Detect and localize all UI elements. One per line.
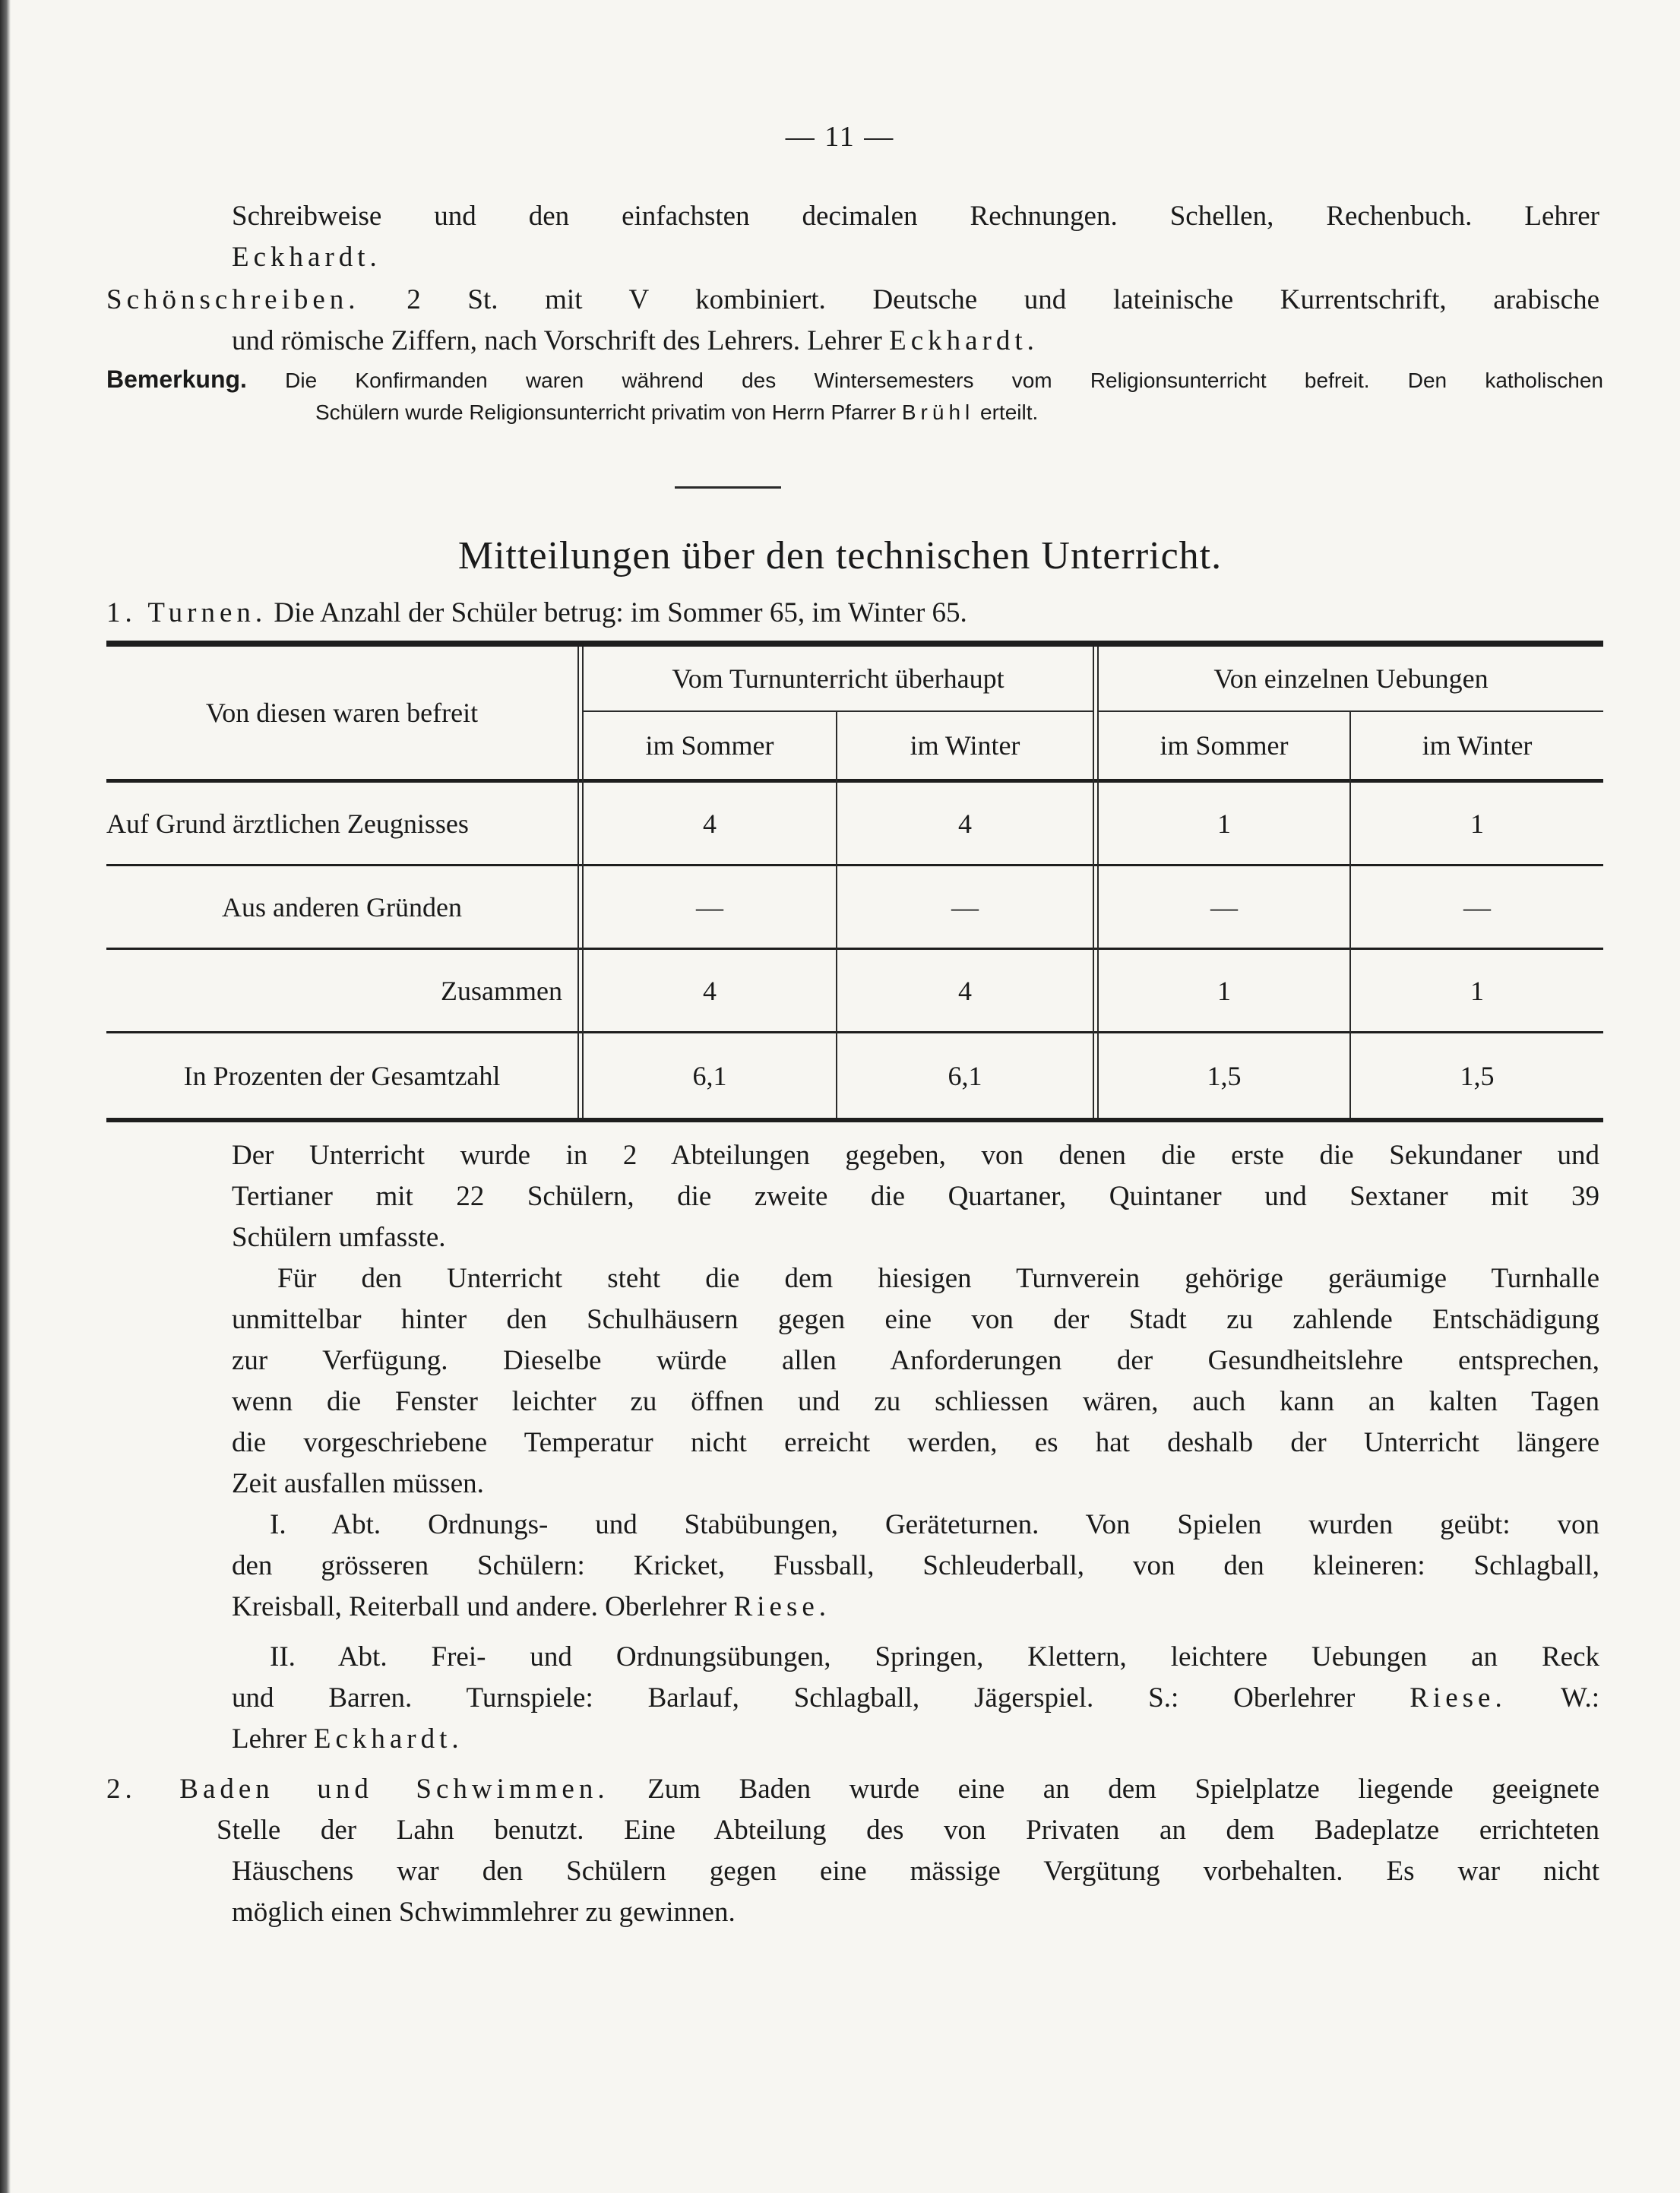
schoenschreiben-text-1: 2 St. mit V kombiniert. Deutsche und lateinische Kurrentschrift, arabische (407, 284, 1599, 315)
text-line: möglich einen Schwimmlehrer zu gewinnen. (232, 1897, 736, 1928)
para4-text: und Barren. Turnspiele: Barlauf, Schlagball, Jägerspiel. S.: Oberlehrer (232, 1682, 1356, 1714)
turnen-heading (106, 593, 1474, 634)
text-line (232, 1587, 1599, 1628)
baden-label: 2. Baden und Schwimmen. (106, 1774, 609, 1805)
group-header-turnunterricht: Vom Turnunterricht überhaupt (672, 663, 1005, 694)
text-line: Häuschens war den Schülern gegen eine mässige Vergütung vorbehalten. Es war nicht (232, 1856, 1599, 1887)
table-cell: — (1463, 891, 1491, 922)
intro-line-1: Schreibweise und den einfachsten decimalen Rechnungen. Schellen, Rechenbuch. Lehrer (232, 201, 1599, 232)
text-line: Tertianer mit 22 Schülern, die zweite die Quartaner, Quintaner und Sextaner mit 39 (232, 1181, 1599, 1212)
table-cell: — (951, 891, 979, 922)
group-header-uebungen: Von einzelnen Uebungen (1213, 663, 1489, 694)
para4-teacher-1: Riese. (1409, 1682, 1507, 1714)
paragraph-turnhalle (232, 1258, 1599, 1505)
remark-line-2 (106, 397, 1603, 429)
remark-line-1 (106, 363, 1603, 397)
schoenschreiben-text-2: und römische Ziffern, nach Vorschrift des Lehrers. Lehrer (232, 325, 882, 356)
table-cell: 4 (958, 808, 972, 839)
table-cell: 6,1 (948, 1060, 982, 1091)
text-line: Schülern umfasste. (232, 1222, 446, 1253)
remark-label: Bemerkung. (106, 366, 247, 393)
table-bottom-rule (106, 1118, 1603, 1122)
table-cell: 4 (958, 975, 972, 1006)
table-cell: 1,5 (1460, 1060, 1495, 1091)
row-label-andere-gruende: Aus anderen Gründen (222, 891, 462, 922)
table-cell: 1 (1217, 808, 1231, 839)
separator-rule (675, 486, 781, 489)
exemption-table (106, 641, 1603, 1127)
text-line: wenn die Fenster leichter zu öffnen und zu schliessen wären, auch kann an kalten Tagen (232, 1386, 1599, 1417)
remark-pastor: Brühl (901, 400, 975, 424)
table-cell: 1 (1217, 975, 1231, 1006)
subheader-winter-2: im Winter (1422, 730, 1533, 761)
para4-teacher-2: Eckhardt. (313, 1723, 464, 1755)
paragraph-abteilung-1 (232, 1505, 1599, 1628)
remark-paragraph (106, 363, 1603, 429)
text-line: Für den Unterricht steht die dem hiesigen Turnverein gehörige geräumige Turnhalle (277, 1263, 1599, 1294)
baden-paragraph (106, 1769, 1599, 1933)
table-cell: 4 (703, 975, 717, 1006)
turnen-text: Die Anzahl der Schüler betrug: im Sommer 65, im Winter 65. (274, 597, 967, 628)
para4-text-lehrer: Lehrer (232, 1723, 307, 1755)
row-label-aerztliche-zeugnisse: Auf Grund ärztlichen Zeugnisses (106, 808, 469, 839)
row-label-zusammen: Zusammen (441, 975, 562, 1006)
text-line (106, 1769, 1599, 1810)
text-line: I. Abt. Ordnungs- und Stabübungen, Geräteturnen. Von Spielen wurden geübt: von (270, 1509, 1599, 1540)
schoenschreiben-label: Schönschreiben. (106, 284, 360, 315)
table-cell: 4 (703, 808, 717, 839)
section-title: Mitteilungen über den technischen Unterricht. (457, 534, 1223, 578)
schoenschreiben-teacher: Eckhardt. (889, 325, 1039, 356)
subheader-winter-1: im Winter (910, 730, 1020, 761)
table-cell: 1 (1470, 975, 1484, 1006)
text-line: Zeit ausfallen müssen. (232, 1468, 484, 1499)
text-line: Der Unterricht wurde in 2 Abteilungen gegeben, von denen die erste die Sekundaner und (232, 1140, 1599, 1171)
remark-text-2: Schülern wurde Religionsunterricht privatim von Herrn Pfarrer (315, 400, 897, 424)
remark-text-1: Die Konfirmanden waren während des Wintersemesters vom Religionsunterricht befreit. Den katholischen (285, 369, 1603, 392)
scan-edge (0, 0, 11, 2193)
schoenschreiben-line-1 (106, 280, 1599, 321)
table-cell: 6,1 (692, 1060, 727, 1091)
text-line: unmittelbar hinter den Schulhäusern gegen eine von der Stadt zu zahlende Entschädigung (232, 1304, 1599, 1335)
subheader-sommer-2: im Sommer (1160, 730, 1289, 761)
page-number: — 11 — (785, 121, 895, 153)
subheader-sommer-1: im Sommer (645, 730, 774, 761)
schoenschreiben-line-2 (106, 321, 1599, 362)
paragraph-abteilung-2 (232, 1637, 1599, 1760)
intro-paragraph (232, 196, 1599, 278)
table-cell: — (696, 891, 723, 922)
intro-line-2: Eckhardt. (232, 242, 381, 273)
remark-text-3: erteilt. (980, 400, 1039, 424)
table-cell: 1,5 (1207, 1060, 1242, 1091)
table-top-rule (106, 641, 1603, 647)
para3-text: Kreisball, Reiterball und andere. Oberlehrer (232, 1591, 727, 1622)
para3-teacher: Riese. (733, 1591, 831, 1622)
text-line (232, 1678, 1599, 1719)
text-line: den grösseren Schülern: Kricket, Fussball, Schleuderball, von den kleineren: Schlagball, (232, 1550, 1599, 1581)
text-line (232, 1719, 1599, 1760)
baden-text-1: Zum Baden wurde eine an dem Spielplatze liegende geeignete (647, 1774, 1599, 1805)
text-line: zur Verfügung. Dieselbe würde allen Anforderungen der Gesundheitslehre entsprechen, (232, 1345, 1599, 1376)
text-line: die vorgeschriebene Temperatur nicht erreicht werden, es hat deshalb der Unterricht längere (232, 1427, 1599, 1458)
text-line: Stelle der Lahn benutzt. Eine Abteilung des von Privaten an dem Badeplatze errichteten (217, 1815, 1599, 1846)
schoenschreiben-paragraph (106, 280, 1599, 362)
para4-text-w: W.: (1560, 1682, 1599, 1714)
table-cell: 1 (1470, 808, 1484, 839)
table-vline-3a (1093, 647, 1094, 1118)
table-cell: — (1210, 891, 1238, 922)
corner-header: Von diesen waren befreit (205, 698, 479, 728)
paragraph-abteilungen (232, 1135, 1599, 1258)
table-vline-1a (577, 647, 579, 1118)
turnen-label: 1. Turnen. (106, 597, 267, 628)
text-line: II. Abt. Frei- und Ordnungsübungen, Springen, Klettern, leichtere Uebungen an Reck (270, 1641, 1599, 1672)
row-label-prozente: In Prozenten der Gesamtzahl (183, 1060, 501, 1091)
